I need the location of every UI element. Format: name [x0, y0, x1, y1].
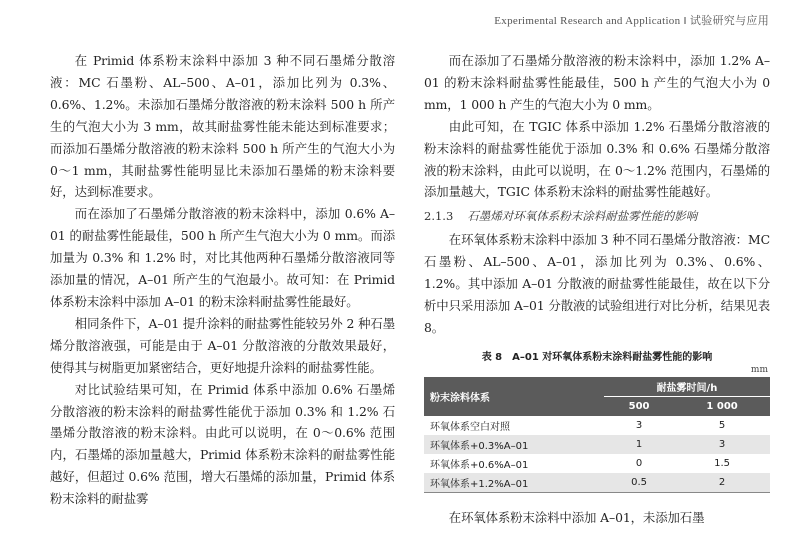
paragraph: 对比试验结果可知，在 Primid 体系中添加 0.6% 石墨烯分散溶液的粉末涂料的耐盐雾性能优于添加 0.3% 和 1.2% 石墨烯分散溶液的粉末涂料。由此可以说明，在 0～0.6% 范围内，石墨烯的添加量越大，Primid 体系粉末涂料的耐盐雾性能越好，但超过 0.6% 范围，增大石墨烯的添加量，Primid 体系粉末涂料的耐盐雾: [50, 381, 395, 507]
cell-500: 3: [604, 416, 674, 435]
col-header-system: 粉末涂料体系: [424, 377, 604, 416]
paragraph: 在环氧体系粉末涂料中添加 A–01，未添加石墨: [448, 509, 705, 525]
right-column: [424, 50, 770, 529]
cell-1000: 3: [674, 435, 770, 454]
table-unit: mm: [750, 364, 768, 375]
cell-system: 环氧体系空白对照: [424, 416, 604, 435]
cell-500: 1: [604, 435, 674, 454]
cell-1000: 1.5: [674, 454, 770, 473]
paragraph: 在环氧体系粉末涂料中添加 3 种不同石墨烯分散溶液：MC 石墨粉、AL–500、A–01，添加比列为 0.3%、0.6%、1.2%。其中添加 A–01 分散液的耐盐雾性能最佳，故在以下分析中只采用添加 A–01 分散液的试验组进行对比分析，结果见表 8。: [424, 232, 770, 335]
subsection-heading: [424, 206, 770, 227]
col-header-1000: 1 000: [674, 396, 770, 416]
paragraph: 在 Primid 体系粉末涂料中添加 3 种不同石墨烯分散溶液：MC 石墨粉、AL–500、A–01，添加比列为 0.3%、0.6%、1.2%。未添加石墨烯分散溶液的粉末涂料 500 h 所产生的气泡大小为 3 mm，故其耐盐雾性能未能达到标准要求；而添加石墨烯分散溶液的粉末涂料 500 h 所产生的气泡大小为 0～1 mm，其耐盐雾性能明显比未添加石墨烯的粉末涂料要好，达到标准要求。: [50, 53, 395, 200]
table-row: [424, 473, 770, 493]
subsection-number: 2.1.3: [424, 209, 454, 224]
table-row: [424, 454, 770, 473]
results-table: [424, 377, 770, 493]
subsection-title: 石墨烯对环氧体系粉末涂料耐盐雾性能的影响: [467, 209, 698, 224]
cell-1000: 2: [674, 473, 770, 493]
cell-1000: 5: [674, 416, 770, 435]
table-row: [424, 416, 770, 435]
cell-system: 环氧体系+0.6%A–01: [424, 454, 604, 473]
cell-system: 环氧体系+0.3%A–01: [424, 435, 604, 454]
paragraph: 由此可知，在 TGIC 体系中添加 1.2% 石墨烯分散溶液的粉末涂料的耐盐雾性能优于添加 0.3% 和 0.6% 石墨烯分散溶液的粉末涂料，由此可以说明，在 0～1.2% 范围内，石墨烯的添加量越大，TGIC 体系粉末涂料的耐盐雾性能越好。: [424, 118, 770, 200]
left-column: [50, 50, 395, 510]
cell-500: 0: [604, 454, 674, 473]
col-header-500: 500: [604, 396, 674, 416]
table-row: [424, 435, 770, 454]
paragraph: 而在添加了石墨烯分散溶液的粉末涂料中，添加 0.6% A–01 的耐盐雾性能最佳，500 h 所产生气泡大小为 0 mm。而添加量为 0.3% 和 1.2% 时，对比其他两种石墨烯分散溶液同等添加量的情况，A–01 所产生的气泡最小。故可知：在 Primid 体系粉末涂料中添加 A–01 的粉末涂料耐盐雾性能最好。: [50, 206, 395, 309]
running-header: Experimental Research and Application ‖ 试验研究与应用: [494, 15, 769, 27]
paragraph: 相同条件下，A–01 提升涂料的耐盐雾性能较另外 2 种石墨烯分散溶液强，可能是由于 A–01 分散溶液的分散效果最好，使得其与树脂更加紧密结合，更好地提升涂料的耐盐雾性能。: [50, 315, 395, 375]
paragraph: 而在添加了石墨烯分散溶液的粉末涂料中，添加 1.2% A–01 的粉末涂料耐盐雾性能最佳，500 h 产生的气泡大小为 0 mm，1 000 h 产生的气泡大小为 0 mm。: [424, 53, 770, 112]
cell-system: 环氧体系+1.2%A–01: [424, 473, 604, 493]
table-caption: 表 8 A–01 对环氧体系粉末涂料耐盐雾性能的影响: [481, 351, 713, 363]
cell-500: 0.5: [604, 473, 674, 493]
col-header-time-group: 耐盐雾时间/h: [604, 377, 770, 397]
